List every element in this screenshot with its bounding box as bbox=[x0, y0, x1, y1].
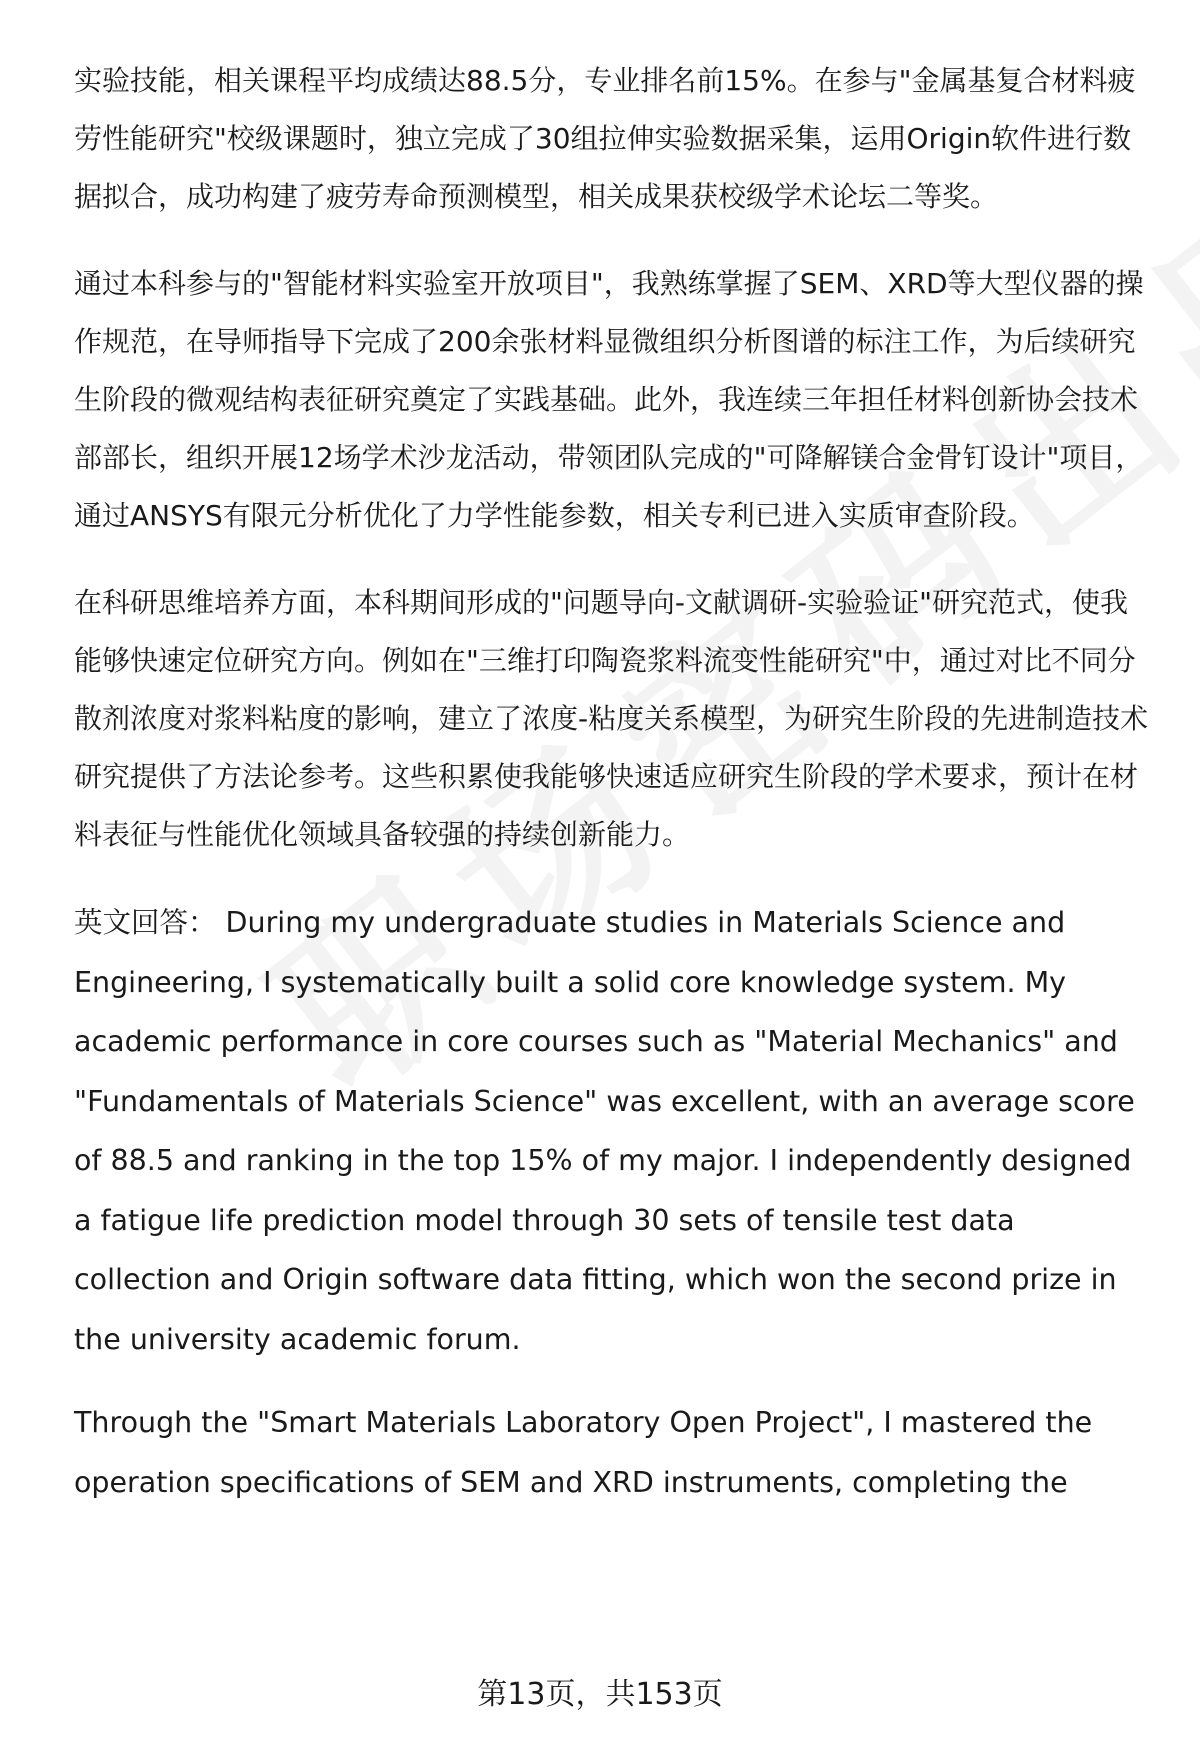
paragraph-english-lab: Through the "Smart Materials Laboratory Open Project", I mastered the operation specifications of SEM and XRD instruments, completing the bbox=[74, 1406, 1093, 1499]
paragraph-english-answer: 英文回答： During my undergraduate studies in Materials Science and Engineering, I systematically built a solid core knowledge system. My academic performance in core courses such as "Material Mechanics" and "Fundamentals of Materials Science" was excellent, with an average score of 88.5 and ranking in the top 15% of my major. I independently designed a fatigue life prediction model through 30 sets of tensile test data collection and Origin software data fitting, which won the second prize in the university academic forum. bbox=[74, 906, 1135, 1356]
page-number: 第13页，共153页 bbox=[477, 1677, 723, 1712]
paragraph-skills: 实验技能，相关课程平均成绩达88.5分，专业排名前15%。在参与"金属基复合材料疲劳性能研究"校级课题时，独立完成了30组拉伸实验数据采集，运用Origin软件进行数据拟合，成功构建了疲劳寿命预测模型，相关成果获校级学术论坛二等奖。 bbox=[74, 64, 1136, 213]
paragraph-research-thinking: 在科研思维培养方面，本科期间形成的"问题导向-文献调研-实验验证"研究范式，使我能够快速定位研究方向。例如在"三维打印陶瓷浆料流变性能研究"中，通过对比不同分散剂浓度对浆料粘度的影响，建立了浓度-粘度关系模型，为研究生阶段的先进制造技术研究提供了方法论参考。这些积累使我能够快速适应研究生阶段的学术要求，预计在材料表征与性能优化领域具备较强的持续创新能力。 bbox=[74, 586, 1149, 851]
document-body bbox=[74, 52, 1154, 1536]
paragraph-lab-project: 通过本科参与的"智能材料实验室开放项目"，我熟练掌握了SEM、XRD等大型仪器的操作规范，在导师指导下完成了200余张材料显微组织分析图谱的标注工作，为后续研究生阶段的微观结构表征研究奠定了实践基础。此外，我连续三年担任材料创新协会技术部部长，组织开展12场学术沙龙活动，带领团队完成的"可降解镁合金骨钉设计"项目，通过ANSYS有限元分析优化了力学性能参数，相关专利已进入实质审查阶段。 bbox=[74, 267, 1144, 532]
